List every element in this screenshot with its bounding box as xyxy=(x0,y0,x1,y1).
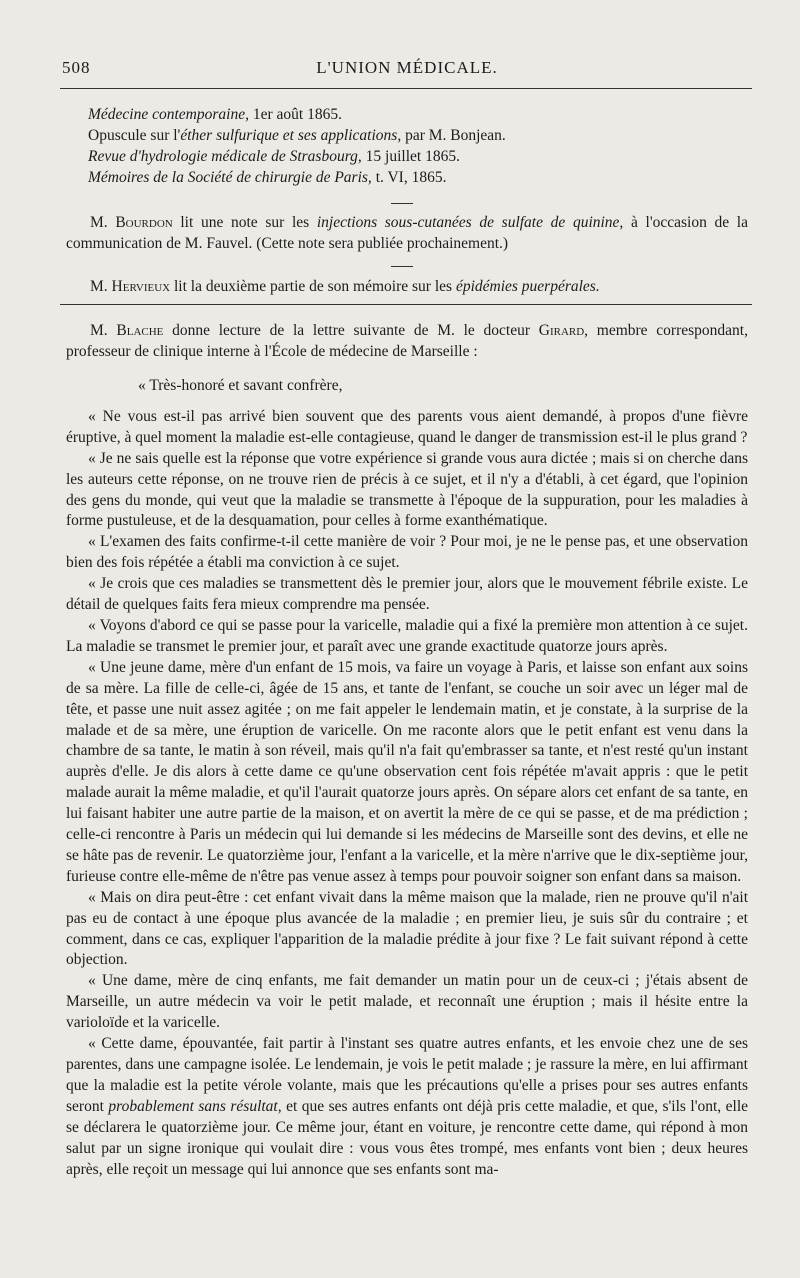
reference-item: Mémoires de la Société de chirurgie de Paris, t. VI, 1865. xyxy=(88,169,447,186)
section-rule xyxy=(60,304,752,305)
page-number: 508 xyxy=(62,58,91,77)
hervieux-paragraph: M. Hervieux lit la deuxième partie de son mémoire sur les épidémies puerpérales. xyxy=(90,278,600,295)
letter-salutation: « Très-honoré et savant confrère, xyxy=(138,377,343,394)
reference-item: Revue d'hydrologie médicale de Strasbourg, 15 juillet 1865. xyxy=(88,148,460,165)
letter-paragraph: « Je crois que ces maladies se transmettent dès le premier jour, alors que le mouvement fébrile existe. Le détail de quelques faits fera mieux comprendre ma pensée. xyxy=(66,575,748,614)
reference-item: Médecine contemporaine, 1er août 1865. xyxy=(88,106,342,123)
letter-body xyxy=(66,376,748,1180)
bourdon-paragraph: M. Bourdon lit une note sur les injections sous-cutanées de sulfate de quinine, à l'occasion de la communication de M. Fauvel. (Cette note sera publiée prochainement.) xyxy=(66,214,748,252)
page-header xyxy=(62,58,752,78)
letter-paragraph: « Mais on dira peut-être : cet enfant vivait dans la même maison que la malade, rien ne prouve qu'il n'ait pas eu de contact à une époque plus avancée de la maladie ; en premier lieu, je suis sûr du contraire ; et comment, dans ce cas, expliquer l'apparition de la maladie prédite à jour fixe ? Le fait suivant répond à cette objection. xyxy=(66,888,748,969)
letter-paragraph: « Je ne sais quelle est la réponse que votre expérience si grande vous aura dictée ; mais si on cherche dans les auteurs cette réponse, on ne trouve rien de précis à ce sujet, et il n'y a d'établi, à cet égard, que l'opinion des gens du monde, qui veut que la maladie se transmette à l'époque de la suppuration, pour les maladies à forme pustuleuse, et de la desquamation, pour celles à forme exanthématique. xyxy=(66,449,748,530)
section-dash xyxy=(391,266,413,267)
journal-title: L'UNION MÉDICALE. xyxy=(316,58,498,77)
letter-paragraph: « L'examen des faits confirme-t-il cette manière de voir ? Pour moi, je ne le pense pas, et une observation bien des fois répétée a établi ma conviction à ce sujet. xyxy=(66,533,748,572)
letter-paragraph: « Une jeune dame, mère d'un enfant de 15 mois, va faire un voyage à Paris, et laisse son enfant aux soins de sa mère. La fille de celle-ci, âgée de 15 ans, et tante de l'enfant, se couche un soir avec un léger mal de tête, et passe une nuit assez agitée ; on me fait appeler le lendemain matin, et je constate, à la surprise de la malade et de sa mère, une éruption de varicelle. On me raconte alors que le petit enfant est venu dans la chambre de sa tante, le matin à son réveil, mais qu'il n'a fait qu'embrasser sa tante, et n'est resté qu'un instant auprès d'elle. Je dis alors à cette dame ce qu'une observation cent fois répétée m'avait appris : que le petit malade aurait la même maladie, et qu'il l'aurait quatorze jours après. On sépare alors cet enfant de sa tante, en lui faisant habiter une autre partie de la maison, et on avertit la mère de ce qui se passe, et de ma prédiction ; celle-ci rencontre à Paris un médecin qui lui demande si les médecins de Marseille sont des devins, et elle ne se hâte pas de revenir. Le quatorzième jour, l'enfant a la varicelle, et la mère n'arrive que le dix-septième jour, furieuse contre elle-même de n'être pas venue assez à temps pour pouvoir soigner son enfant dans sa maison. xyxy=(66,658,748,885)
letter-paragraph: « Voyons d'abord ce qui se passe pour la varicelle, maladie qui a fixé la première mon attention à ce sujet. La maladie se transmet le premier jour, et paraît avec une grande exactitude quatorze jours après. xyxy=(66,616,748,655)
letter-paragraph: « Une dame, mère de cinq enfants, me fait demander un matin pour un de ceux-ci ; j'étais absent de Marseille, un autre médecin va voir le petit malade, et reconnaît une éruption ; mais il hésite entre la varioloïde et la varicelle. xyxy=(66,972,748,1032)
section-dash xyxy=(391,203,413,204)
reference-list xyxy=(88,104,752,188)
letter-paragraph: « Cette dame, épouvantée, fait partir à l'instant ses quatre autres enfants, et les envoie chez une de ses parentes, dans une campagne isolée. Le lendemain, je vois le petit malade ; je rassure la mère, en lui affirmant que la maladie est la petite vérole volante, mais que les précautions qu'elle a prises pour ses autres enfants seront probablement sans résultat, et que ses autres enfants ont déjà pris cette maladie, et que, s'ils l'ont, elle se déclarera le quatorzième jour. Ce même jour, étant en voiture, je rencontre cette dame, qui répond à mon salut par un signe ironique qui voulait dire : vous vous êtes trompé, mes enfants vont bien ; deux heures après, elle reçoit un message qui lui annonce que ses enfants sont ma- xyxy=(66,1035,749,1178)
reference-item: Opuscule sur l'éther sulfurique et ses applications, par M. Bonjean. xyxy=(88,127,506,144)
header-rule xyxy=(60,88,752,89)
letter-paragraph: « Ne vous est-il pas arrivé bien souvent que des parents vous aient demandé, à propos d'une fièvre éruptive, à quel moment la maladie est-elle contagieuse, quand le danger de transmission est-il le plus grand ? xyxy=(66,407,748,446)
blache-paragraph: M. Blache donne lecture de la lettre suivante de M. le docteur Girard, membre correspondant, professeur de clinique interne à l'École de médecine de Marseille : xyxy=(66,322,748,360)
